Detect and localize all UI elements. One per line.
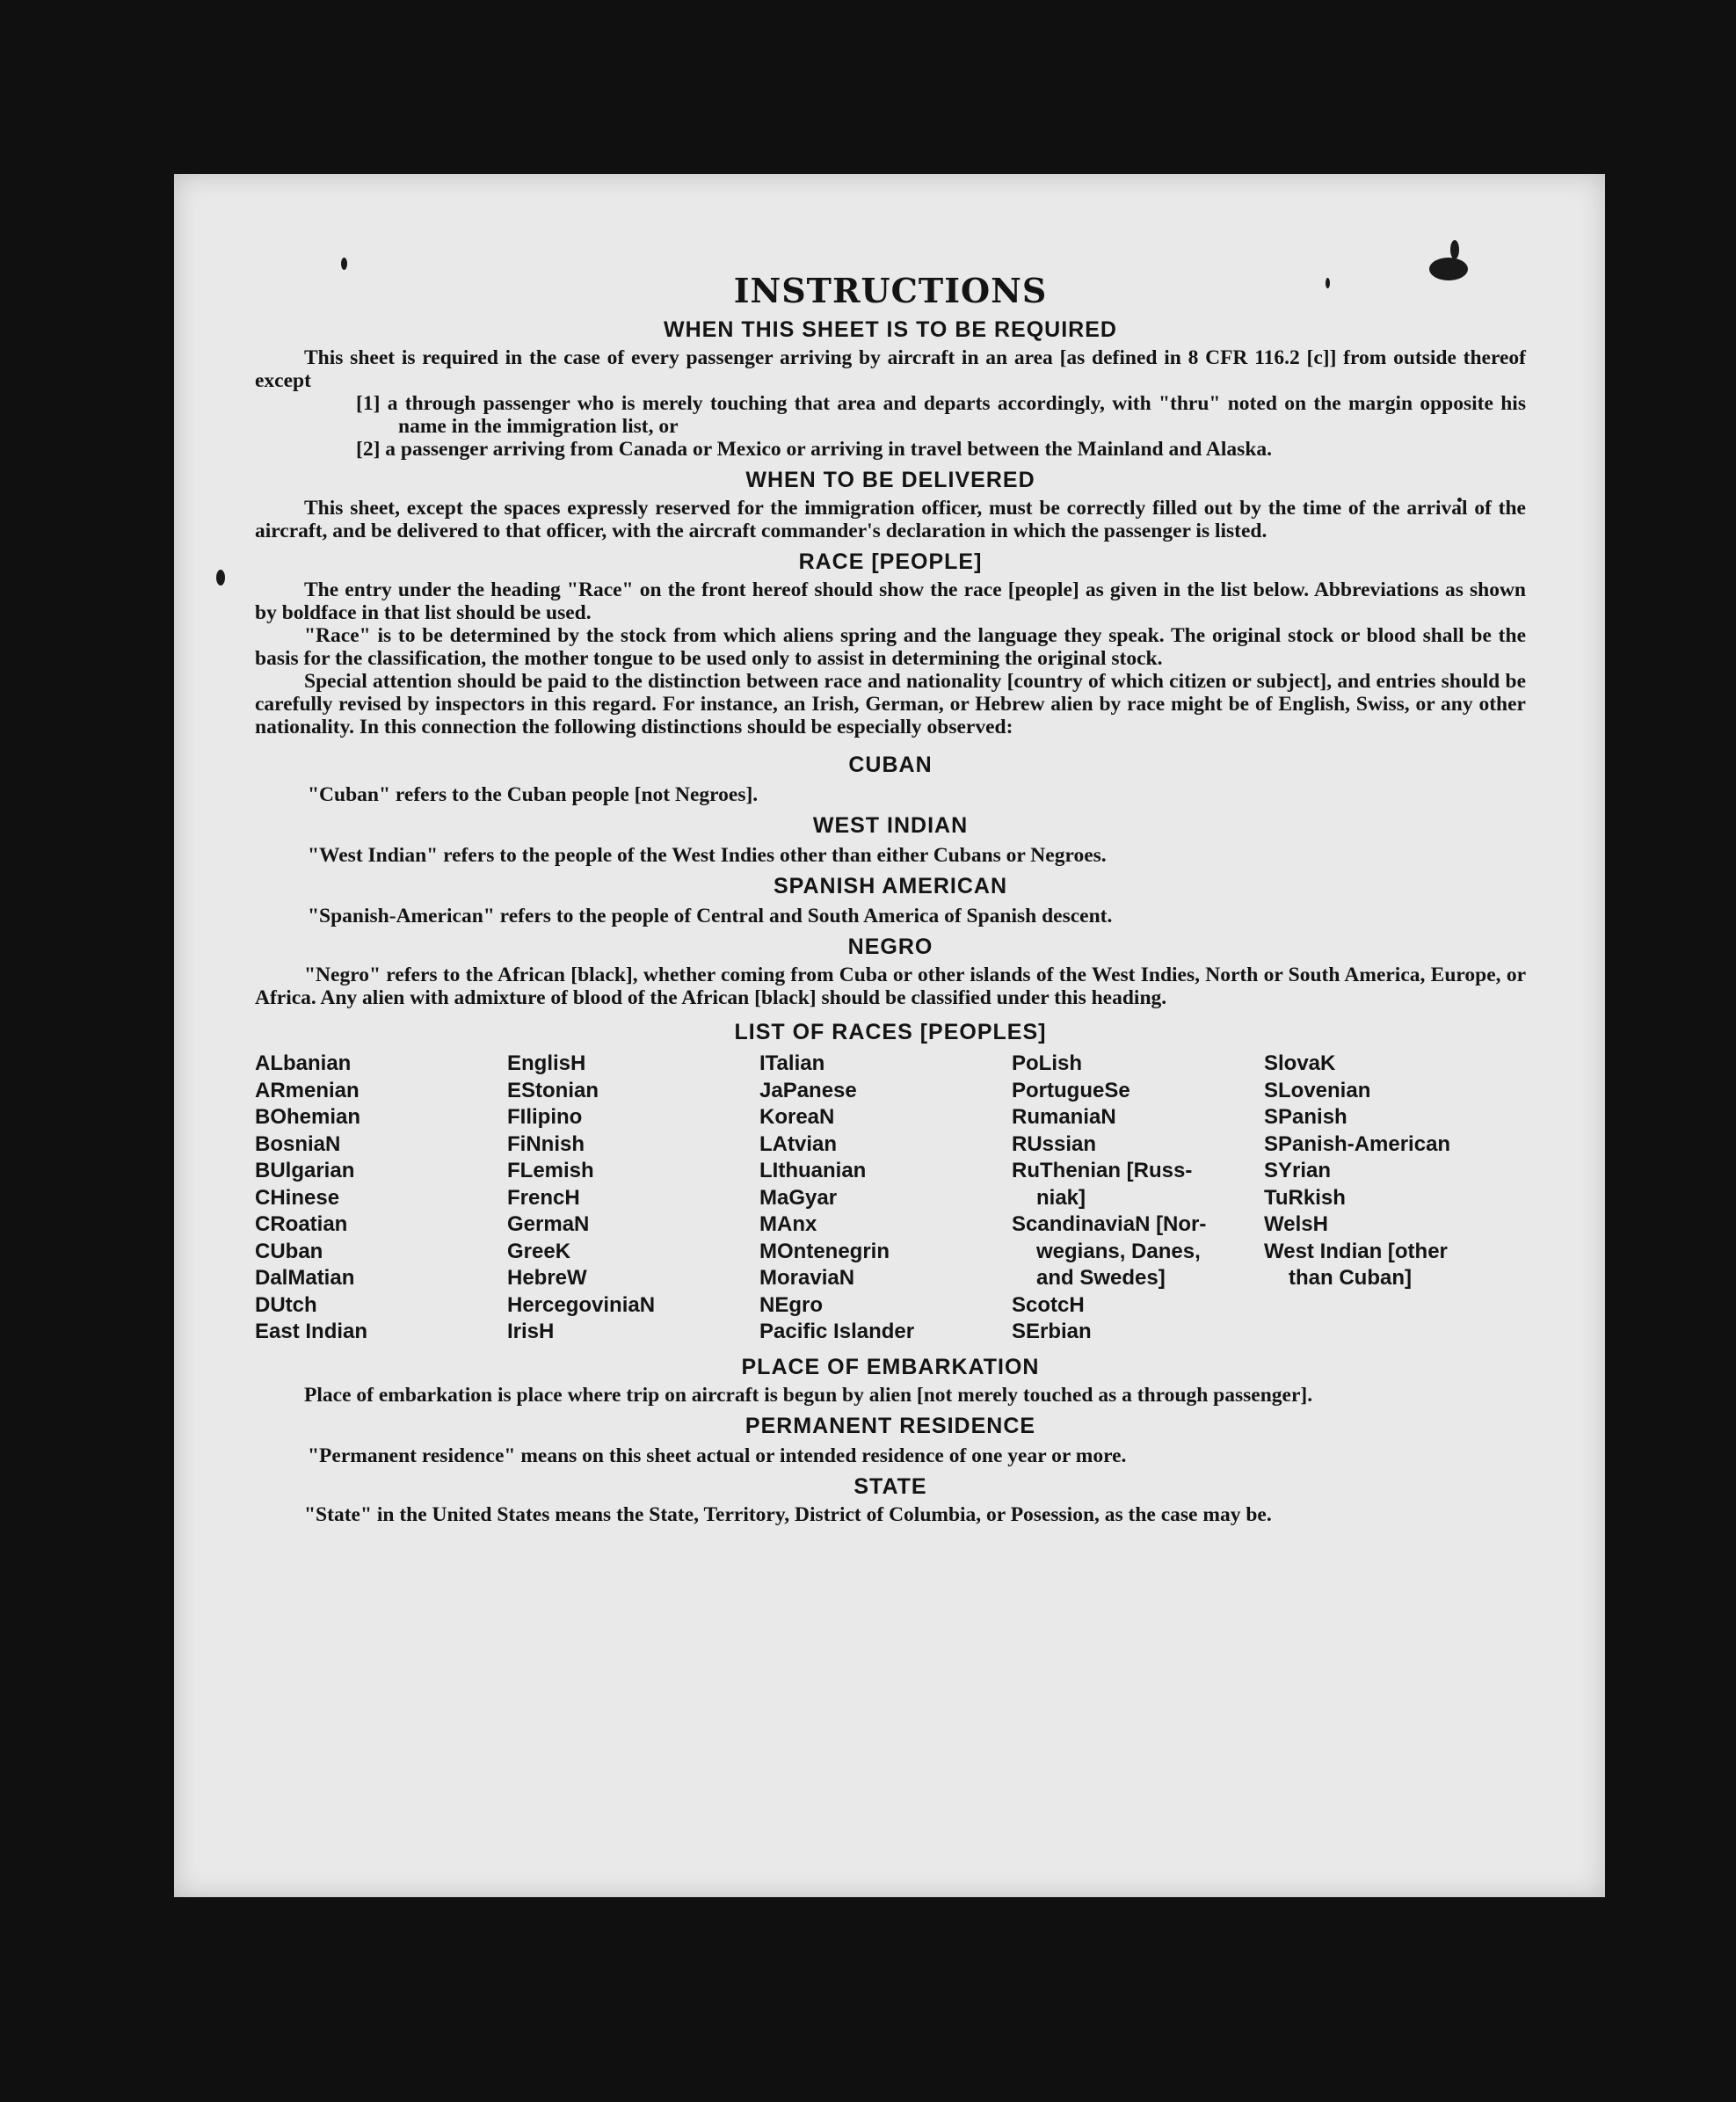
race-entry: PortugueSe (1012, 1078, 1130, 1102)
race-entry: FLemish (507, 1159, 594, 1182)
race-entry: ScandinaviaN [Nor- (1012, 1212, 1207, 1236)
race-entry: East Indian (255, 1320, 368, 1343)
races-column (255, 1051, 507, 1346)
race-entry: LIthuanian (759, 1159, 867, 1182)
races-column (759, 1051, 1012, 1346)
race-entry: LAtvian (759, 1131, 838, 1156)
races-list (255, 1051, 1526, 1346)
race-entry: Pacific Islander (759, 1320, 915, 1343)
race-entry: MOntenegrin (759, 1239, 890, 1263)
race-entry: MaGyar (759, 1185, 838, 1210)
race-paragraph-1: The entry under the heading "Race" on the front hereof should show the race [people] as given in the list below. Abbreviations as shown by boldface in that list should be used. (255, 578, 1526, 624)
heading-permanent-residence: PERMANENT RESIDENCE (745, 1413, 1036, 1438)
race-entry: BUlgarian (255, 1159, 355, 1182)
heading-place-of-embarkation: PLACE OF EMBARKATION (741, 1354, 1040, 1379)
race-entry: SYrian (1264, 1159, 1332, 1182)
race-paragraph-3: Special attention should be paid to the distinction between race and nationality [country of which citizen or subject], and entries should be carefully revised by inspectors in this regard. For instance, an Irish, German, or Hebrew alien by race might be of English, Swiss, or any other nationality. In this connection the following distinctions should be especially observed: (255, 670, 1526, 738)
exception-item-1: [1] a through passenger who is merely touching that area and departs accordingly, with "thru" noted on the margin opposite his name in the immigration list, or (356, 392, 1526, 438)
race-entry: MoraviaN (759, 1266, 855, 1290)
race-entry: KoreaN (759, 1105, 835, 1129)
race-entry: SPanish (1264, 1105, 1347, 1129)
race-paragraph-2: "Race" is to be determined by the stock from which aliens spring and the language they speak. The original stock or blood shall be the basis for the classification, the mother tongue to be used only to assist in determining the original stock. (255, 624, 1526, 670)
race-entry: TuRkish (1264, 1185, 1346, 1210)
race-entry: BOhemian (255, 1105, 361, 1129)
when-delivered-text: This sheet, except the spaces expressly reserved for the immigration officer, must be correctly filled out by the time of the arrival of the aircraft, and be delivered to that officer, with the aircraft commander's declaration in which the passenger is listed. (255, 497, 1526, 542)
west-indian-definition: "West Indian" refers to the people of the West Indies other than either Cubans or Negroes. (308, 844, 1107, 867)
spanish-american-definition: "Spanish-American" refers to the people of Central and South America of Spanish descent. (308, 905, 1113, 927)
state-text: "State" in the United States means the State, Territory, District of Columbia, or Posession, as the case may be. (304, 1502, 1272, 1526)
heading-state: STATE (853, 1473, 927, 1499)
race-entry: CRoatian (255, 1212, 348, 1236)
race-entry: ARmenian (255, 1078, 360, 1102)
race-entry: EnglisH (507, 1051, 586, 1075)
race-entry: RumaniaN (1012, 1105, 1116, 1129)
heading-race: RACE [PEOPLE] (798, 549, 983, 574)
race-entry: BosniaN (255, 1131, 341, 1156)
race-entry: FIlipino (507, 1105, 583, 1129)
race-entry: CHinese (255, 1185, 340, 1210)
negro-definition: "Negro" refers to the African [black], whether coming from Cuba or other islands of the West Indies, North or South America, Europe, or Africa. Any alien with admixture of blood of the African [black] should be classified under this heading. (255, 964, 1526, 1009)
race-entry: NEgro (759, 1292, 823, 1317)
race-entry: HercegovinіaN (507, 1292, 656, 1317)
exception-item-2: [2] a passenger arriving from Canada or Mexico or arriving in travel between the Mainland and Alaska. (356, 438, 1273, 461)
race-entry: wegians, Danes, (1036, 1239, 1201, 1263)
race-entry: ITalian (759, 1051, 825, 1075)
race-entry: ALbanian (255, 1051, 352, 1075)
race-entry: CUban (255, 1239, 323, 1263)
heading-west-indian: WEST INDIAN (812, 813, 969, 838)
race-entry: and Swedes] (1036, 1266, 1166, 1290)
heading-when-delivered: WHEN TO BE DELIVERED (745, 468, 1035, 492)
race-entry: HebreW (507, 1266, 587, 1290)
race-entry: WelsH (1264, 1212, 1328, 1236)
race-entry: MAnx (759, 1212, 817, 1236)
races-column (507, 1051, 759, 1346)
place-of-embarkation-text: Place of embarkation is place where trip on aircraft is begun by alien [not merely touched as a through passenger]. (304, 1383, 1313, 1407)
heading-when-required: WHEN THIS SHEET IS TO BE REQUIRED (664, 317, 1117, 342)
race-entry: IrisH (507, 1320, 555, 1343)
instructions-content (255, 271, 1526, 1526)
race-entry: SErbian (1012, 1320, 1092, 1343)
race-entry: GermaN (507, 1212, 590, 1236)
race-entry: niak] (1036, 1185, 1086, 1210)
race-entry: SPanish-American (1264, 1131, 1451, 1156)
race-entry: ScotcH (1012, 1292, 1085, 1317)
race-entry: DalMatian (255, 1266, 355, 1290)
race-entry: SLovenian (1264, 1078, 1371, 1102)
permanent-residence-text: "Permanent residence" means on this sheet actual or intended residence of one year or more. (308, 1444, 1127, 1467)
race-entry: RuThenian [Russ- (1012, 1159, 1193, 1182)
race-entry: FrencH (507, 1185, 580, 1210)
race-entry: than Cuban] (1289, 1266, 1412, 1290)
race-entry: RUssian (1012, 1131, 1097, 1156)
race-entry: GreeK (507, 1239, 571, 1263)
race-entry: PoLish (1012, 1051, 1083, 1075)
race-entry: JaPanese (759, 1078, 857, 1102)
cuban-definition: "Cuban" refers to the Cuban people [not Negroes]. (308, 783, 759, 806)
races-column (1264, 1051, 1526, 1346)
race-entry: West Indian [other (1264, 1239, 1448, 1263)
heading-negro: NEGRO (847, 935, 933, 959)
race-entry: EStonian (507, 1078, 599, 1102)
races-column (1012, 1051, 1264, 1346)
race-entry: SlovaK (1264, 1051, 1336, 1075)
document-sheet (174, 174, 1605, 1897)
race-entry: FiNnish (507, 1131, 585, 1156)
heading-cuban: CUBAN (848, 753, 933, 777)
race-entry: DUtch (255, 1292, 317, 1317)
heading-spanish-american: SPANISH AMERICAN (773, 874, 1007, 898)
heading-list-of-races: LIST OF RACES [PEOPLES] (734, 1020, 1047, 1044)
when-required-intro: This sheet is required in the case of every passenger arriving by aircraft in an area [as defined in 8 CFR 116.2 [c]] from outside thereof except (255, 346, 1526, 392)
page-title: INSTRUCTIONS (733, 271, 1048, 310)
